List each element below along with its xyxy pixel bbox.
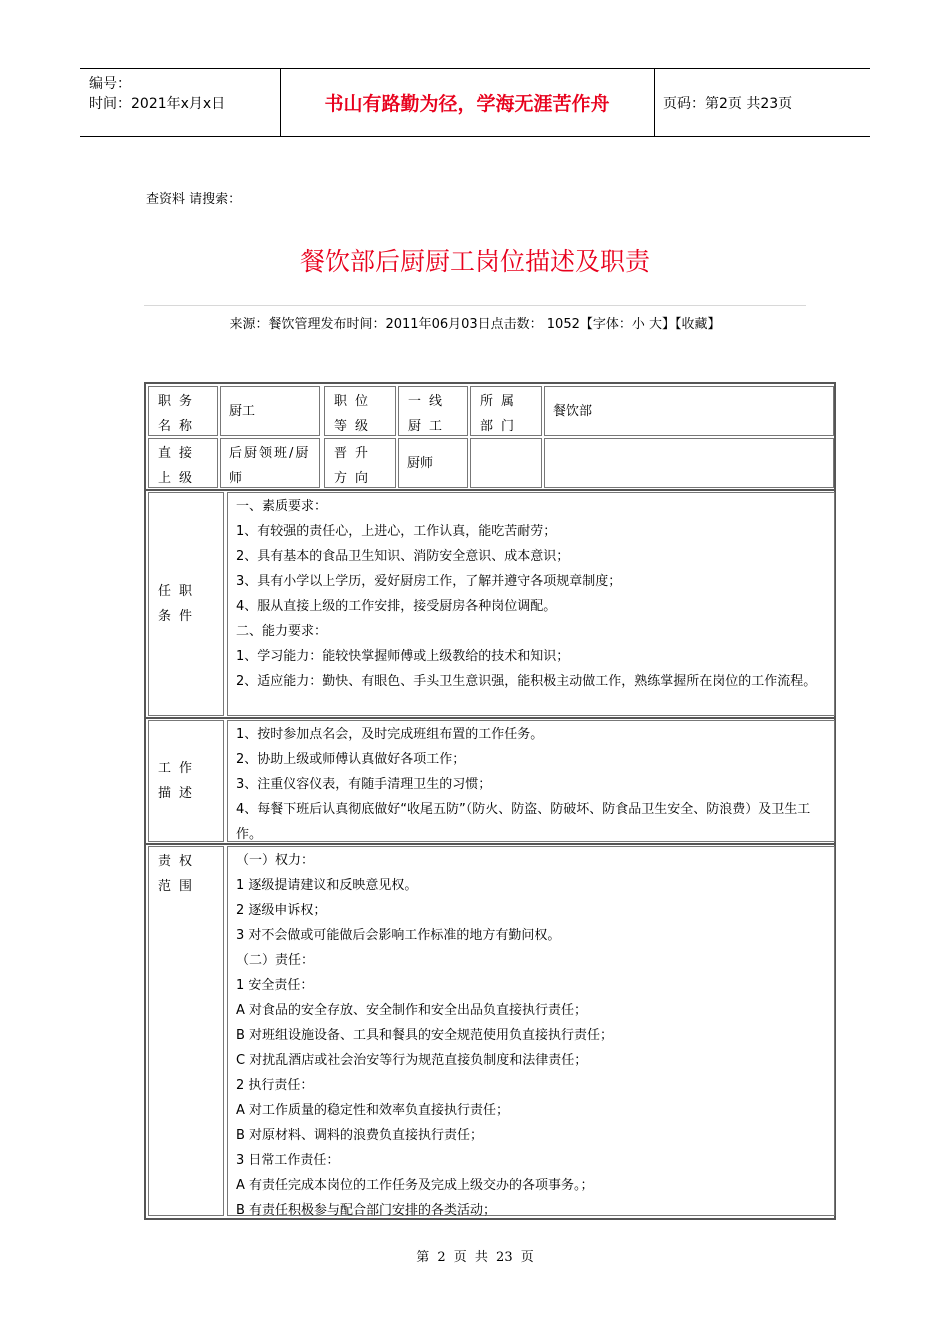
serial-label: 编号： [89,76,131,92]
header-meta [80,69,281,136]
scope-line: A 有责任完成本岗位的工作任务及完成上级交办的各项事务。； [236,1178,594,1193]
qualification-line: 一、素质要求： [236,499,328,514]
scope-line: 2 逐级申诉权； [236,903,327,918]
scope-line: 3 日常工作责任： [236,1153,340,1168]
label-position-level: 职位等级 [324,386,396,436]
job-description-table [144,382,836,1220]
label-qualification: 任职条件 [148,492,224,716]
work-line: 3、注重仪容仪表，有随手清理卫生的习惯； [236,777,492,792]
label-department: 所属部门 [470,386,542,436]
title-divider [144,305,806,306]
header-page-info: 页码：第2页 共23页 [663,95,793,112]
empty-cell [544,438,834,488]
section-divider [146,489,834,491]
page-header [80,68,870,137]
value-position-name: 厨工 [220,386,320,436]
section-divider [146,717,834,719]
header-motto: 书山有路勤为径，学海无涯苦作舟 [280,69,655,136]
scope-line: （一）权力： [236,853,315,868]
scope-line: B 有责任积极参与配合部门安排的各类活动； [236,1203,497,1218]
qualification-line: 3、具有小学以上学历，爱好厨房工作，了解并遵守各项规章制度； [236,574,622,589]
empty-cell [470,438,542,488]
qualification-line: 二、能力要求： [236,624,328,639]
qualification-line: 1、有较强的责任心，上进心，工作认真，能吃苦耐劳； [236,524,557,539]
page-footer: 第 2 页 共 23 页 [416,1250,534,1265]
label-authority-scope: 责权范围 [148,846,224,1216]
label-work-description: 工作描述 [148,720,224,842]
scope-line: C 对扰乱酒店或社会治安等行为规范直接负制度和法律责任； [236,1053,588,1068]
section-divider [146,843,834,845]
label-direct-superior: 直接上级 [148,438,218,488]
work-line: 4、每餐下班后认真彻底做好“收尾五防”（防火、防盗、防破坏、防食品卫生安全、防浪费）及卫生工作。 [236,802,811,842]
scope-line: 2 执行责任： [236,1078,314,1093]
authority-scope-content [227,846,835,1216]
scope-line: （二）责任： [236,953,315,968]
label-promotion: 晋升方向 [324,438,396,488]
source-line: 来源：餐饮管理发布时间：2011年06月03日点击数： 1052【字体：小 大】【收藏】 [229,317,721,332]
scope-line: 1 逐级提请建议和反映意见权。 [236,878,418,893]
qualification-content [227,492,835,716]
scope-line: A 对工作质量的稳定性和效率负直接执行责任； [236,1103,510,1118]
work-line: 1、按时参加点名会，及时完成班组布置的工作任务。 [236,727,544,742]
qualification-line: 4、服从直接上级的工作安排，接受厨房各种岗位调配。 [236,599,557,614]
value-direct-superior: 后厨领班/厨师 [220,438,320,488]
value-department: 餐饮部 [544,386,834,436]
search-hint: 查资料 请搜索： [146,192,242,207]
qualification-line: 2、适应能力：勤快、有眼色、手头卫生意识强，能积极主动做工作，熟练掌握所在岗位的工作流程。 [236,674,817,689]
scope-line: A 对食品的安全存放、安全制作和安全出品负直接执行责任； [236,1003,588,1018]
scope-line: B 对班组设施设备、工具和餐具的安全规范使用负直接执行责任； [236,1028,614,1043]
time-label: 时间：2021年x月x日 [89,96,226,112]
scope-line: B 对原材料、调料的浪费负直接执行责任； [236,1128,484,1143]
qualification-line: 1、学习能力：能较快掌握师傅或上级教给的技术和知识； [236,649,570,664]
value-position-level: 一线厨工 [398,386,468,436]
value-promotion: 厨师 [398,438,468,488]
work-description-content [227,720,835,842]
scope-line: 1 安全责任： [236,978,314,993]
scope-line: 3 对不会做或可能做后会影响工作标准的地方有勤问权。 [236,928,561,943]
work-line: 2、协助上级或师傅认真做好各项工作； [236,752,466,767]
document-title: 餐饮部后厨厨工岗位描述及职责 [299,247,650,276]
label-position-name: 职务名称 [148,386,218,436]
qualification-line: 2、具有基本的食品卫生知识、消防安全意识、成本意识； [236,549,570,564]
